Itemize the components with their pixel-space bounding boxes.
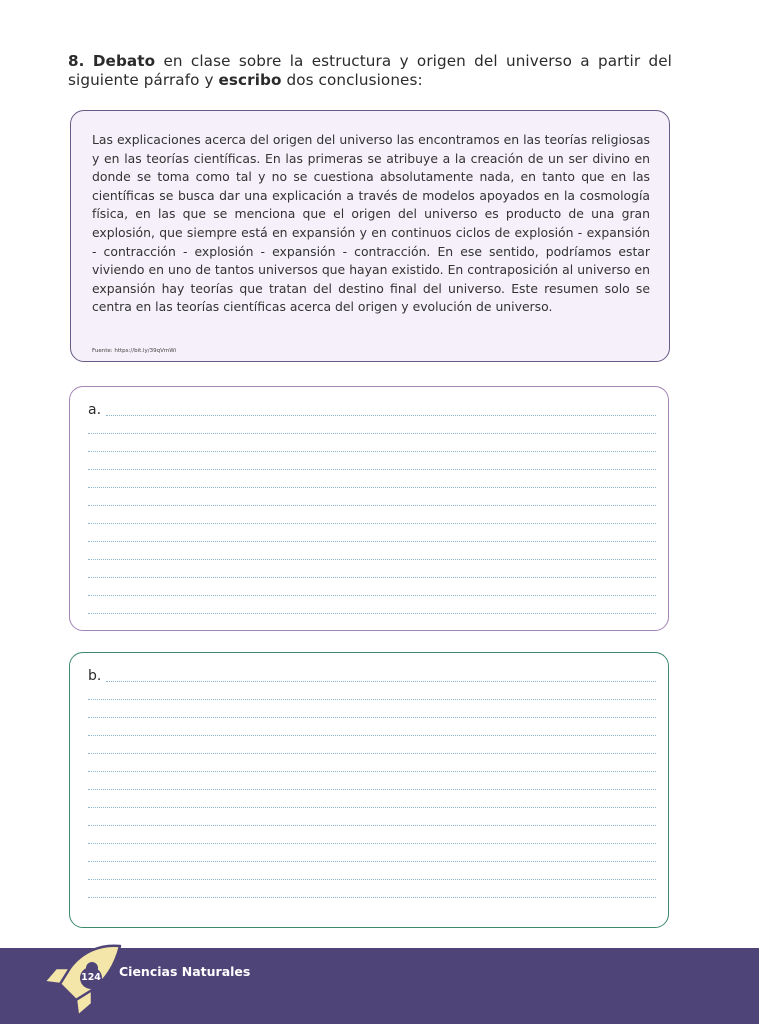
writing-line[interactable] xyxy=(88,505,656,506)
writing-line[interactable] xyxy=(88,699,656,700)
writing-line[interactable] xyxy=(88,771,656,772)
writing-line[interactable] xyxy=(88,879,656,880)
rocket-icon xyxy=(30,938,130,1028)
writing-line[interactable] xyxy=(88,559,656,560)
instruction-body-2: dos conclusiones: xyxy=(281,71,423,89)
writing-line[interactable] xyxy=(88,577,656,578)
writing-line[interactable] xyxy=(88,613,656,614)
writing-line[interactable] xyxy=(88,487,656,488)
writing-line[interactable] xyxy=(106,681,656,682)
writing-line[interactable] xyxy=(88,735,656,736)
instruction-number: 8. xyxy=(68,52,85,70)
writing-line[interactable] xyxy=(88,595,656,596)
writing-line[interactable] xyxy=(88,897,656,898)
writing-line[interactable] xyxy=(88,717,656,718)
instruction-body-1: en clase sobre la estructura y origen del universo a partir del siguiente párrafo y xyxy=(68,52,672,89)
writing-line[interactable] xyxy=(88,753,656,754)
subject-title: Ciencias Naturales xyxy=(119,964,251,979)
writing-line[interactable] xyxy=(88,433,656,434)
writing-line[interactable] xyxy=(88,523,656,524)
writing-line[interactable] xyxy=(88,843,656,844)
instruction-text xyxy=(68,52,672,90)
source-citation: Fuente: https://bit.ly/39qVmWi xyxy=(92,348,177,354)
writing-line[interactable] xyxy=(88,469,656,470)
writing-line[interactable] xyxy=(88,541,656,542)
reading-passage-box xyxy=(70,110,670,362)
answer-label-b: b. xyxy=(88,668,102,684)
page-number: 124 xyxy=(80,967,102,989)
instruction-verb-debato: Debato xyxy=(92,52,156,70)
answer-label-a: a. xyxy=(88,402,102,418)
writing-line[interactable] xyxy=(88,825,656,826)
writing-line[interactable] xyxy=(88,451,656,452)
writing-line[interactable] xyxy=(88,861,656,862)
reading-passage: Las explicaciones acerca del origen del universo las encontramos en las teorías religiosas y en las teorías científicas. En las primeras se atribuye a la creación de un ser divino en donde se toma como tal y no se cuestiona absolutamente nada, en tanto que en las científicas se busca dar una explicación a través de modelos apoyados en la cosmología física, en las que se menciona que el origen del universo es producto de una gran explosión, que siempre está en expansión y en continuos ciclos de explosión - expansión - contracción - explosión - expansión - contracción. En ese sentido, podríamos estar viviendo en uno de tantos universos que hayan existido. En contraposición al universo en expansión hay teorías que tratan del destino final del universo. Este resumen solo se centra en las teorías científicas acerca del origen y evolución de universo. xyxy=(92,132,650,315)
answer-box-a[interactable] xyxy=(69,386,669,631)
writing-line[interactable] xyxy=(88,807,656,808)
writing-line[interactable] xyxy=(88,789,656,790)
writing-line[interactable] xyxy=(106,415,656,416)
answer-box-b[interactable] xyxy=(69,652,669,928)
instruction-verb-escribo: escribo xyxy=(218,71,282,89)
